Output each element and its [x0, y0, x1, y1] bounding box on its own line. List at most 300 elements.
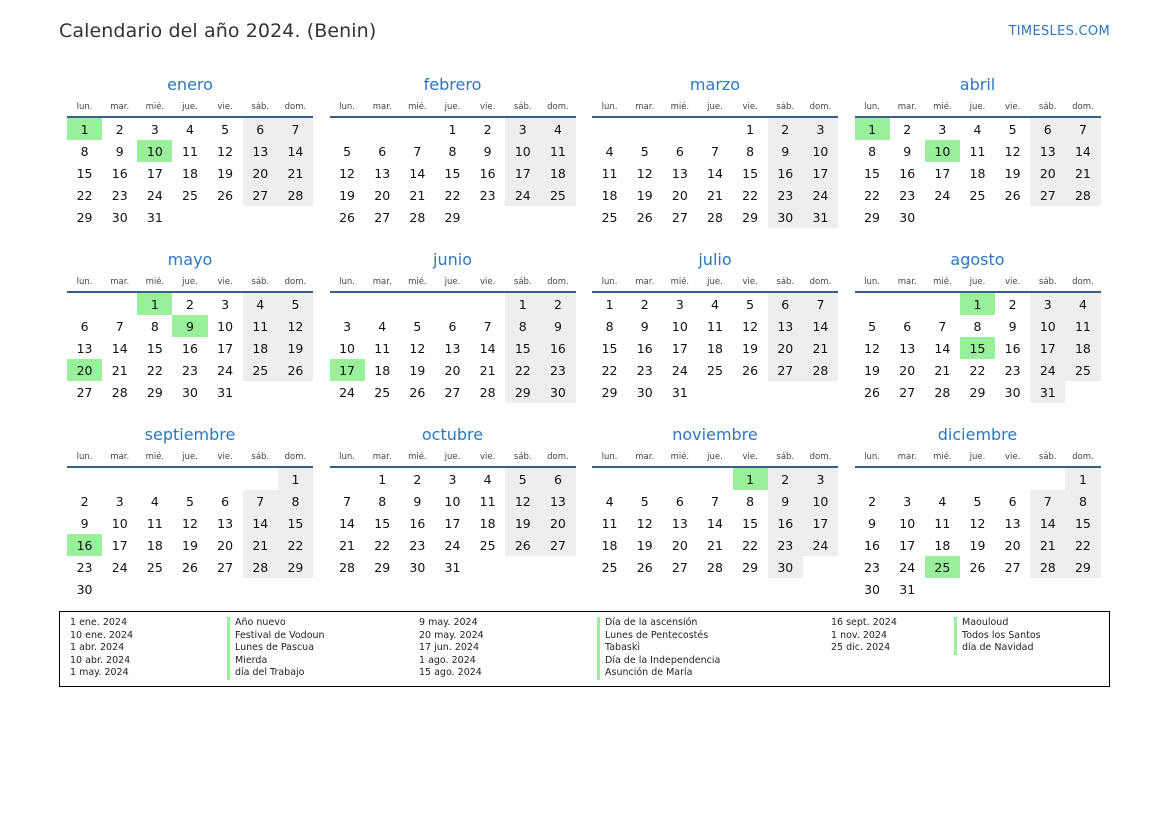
- day-cell: 15: [76, 165, 93, 181]
- day-cell: 20: [899, 362, 916, 378]
- day-cell: 22: [969, 362, 986, 378]
- weekday-header: mar.: [627, 447, 662, 467]
- day-cell: 24: [671, 362, 688, 378]
- day-cell: 21: [409, 187, 426, 203]
- weekday-header: dom.: [1065, 447, 1100, 467]
- day-cell: 3: [150, 121, 159, 137]
- day-cell: 27: [76, 384, 93, 400]
- day-cell: 2: [868, 493, 877, 509]
- day-cell: 9: [115, 143, 124, 159]
- day-cell: 16: [409, 515, 426, 531]
- day-cell: 26: [409, 384, 426, 400]
- day-cell: 20: [243, 162, 278, 184]
- day-cell: 9: [413, 493, 422, 509]
- holiday-name: Lunes de Pascua: [227, 642, 325, 655]
- day-cell: 19: [182, 537, 198, 553]
- empty-cell: [208, 467, 243, 490]
- day-cell: 9: [768, 490, 803, 512]
- weekday-header: mié.: [662, 97, 697, 117]
- day-cell: 25: [601, 559, 618, 575]
- month-table: [592, 272, 838, 403]
- day-cell: 6: [903, 318, 912, 334]
- day-cell: 23: [76, 559, 93, 575]
- empty-cell: [627, 117, 662, 140]
- day-cell: 13: [671, 515, 688, 531]
- weekday-header: vie.: [208, 447, 243, 467]
- day-cell: 27: [671, 209, 688, 225]
- day-cell: 1: [746, 121, 755, 137]
- day-cell: 23: [899, 187, 916, 203]
- holiday-date: 1 may. 2024: [70, 667, 129, 679]
- month-table: [330, 272, 576, 403]
- day-cell: 29: [76, 209, 93, 225]
- holiday-names-col-3: [954, 617, 1041, 655]
- month-febrero: [330, 73, 576, 248]
- day-cell: 22: [374, 537, 391, 553]
- empty-cell: [330, 292, 365, 315]
- empty-cell: [400, 292, 435, 315]
- holiday-dates-col-1: [70, 617, 133, 680]
- day-cell: 4: [605, 493, 614, 509]
- weekday-header: mié.: [137, 272, 172, 292]
- empty-cell: [137, 578, 172, 600]
- day-cell: 4: [186, 121, 194, 137]
- empty-cell: [67, 467, 102, 490]
- day-cell: 15: [505, 337, 540, 359]
- day-cell: 8: [746, 493, 755, 509]
- day-cell: 12: [339, 165, 356, 181]
- day-cell: 8: [605, 318, 614, 334]
- day-cell: 28: [803, 359, 838, 381]
- weekday-header: mar.: [627, 97, 662, 117]
- weekday-header: dom.: [540, 97, 575, 117]
- weekday-header: jue.: [960, 447, 995, 467]
- day-cell: 15: [1065, 512, 1100, 534]
- day-cell: 9: [868, 515, 877, 531]
- empty-cell: [470, 206, 505, 228]
- day-cell: 26: [182, 559, 198, 575]
- day-cell: 8: [1065, 490, 1100, 512]
- weekday-header: mar.: [102, 447, 137, 467]
- day-cell: 29: [742, 559, 759, 575]
- day-cell: 22: [505, 359, 540, 381]
- month-table: [592, 97, 838, 228]
- empty-cell: [172, 467, 207, 490]
- month-septiembre: [67, 423, 313, 598]
- day-cell: 12: [182, 515, 198, 531]
- weekday-header: vie.: [470, 272, 505, 292]
- month-name: octubre: [421, 425, 484, 444]
- month-table: [330, 97, 576, 228]
- day-cell: 20: [540, 512, 575, 534]
- empty-cell: [803, 381, 838, 403]
- day-cell: 30: [409, 559, 426, 575]
- day-cell: 19: [409, 362, 426, 378]
- day-cell: 13: [444, 340, 461, 356]
- day-cell: 17: [671, 340, 688, 356]
- day-cell: 29: [146, 384, 163, 400]
- site-link[interactable]: TIMESLES.COM: [1008, 24, 1110, 39]
- weekday-header: sáb.: [505, 97, 540, 117]
- day-cell: 5: [278, 292, 313, 315]
- holiday-name: Día de la Independencia: [597, 655, 720, 668]
- day-cell: 30: [182, 384, 198, 400]
- day-cell: 25: [182, 187, 198, 203]
- day-cell: 2: [640, 296, 649, 312]
- day-cell: 17: [505, 162, 540, 184]
- day-cell: 17: [444, 515, 461, 531]
- day-cell: 25: [146, 559, 163, 575]
- day-cell: 24: [339, 384, 356, 400]
- weekday-header: jue.: [435, 272, 470, 292]
- day-cell: 11: [243, 315, 278, 337]
- weekday-header: dom.: [278, 272, 313, 292]
- day-cell: 5: [186, 493, 194, 509]
- day-cell: 6: [1008, 493, 1017, 509]
- day-cell: 18: [182, 165, 198, 181]
- day-cell: 22: [1065, 534, 1100, 556]
- holiday-name: Maouloud: [954, 617, 1041, 630]
- day-cell: 23: [864, 559, 881, 575]
- day-cell: 10: [444, 493, 461, 509]
- day-cell: 21: [803, 337, 838, 359]
- day-cell: 26: [969, 559, 986, 575]
- day-cell: 4: [938, 493, 947, 509]
- day-cell: 31: [671, 384, 688, 400]
- weekday-header: vie.: [208, 97, 243, 117]
- weekday-header: dom.: [1065, 272, 1100, 292]
- day-cell: 7: [343, 493, 352, 509]
- holiday-dates-col-3: [831, 617, 897, 655]
- day-cell: 18: [707, 340, 723, 356]
- day-cell: 1: [448, 121, 457, 137]
- day-cell: 27: [444, 384, 461, 400]
- day-cell: 16: [479, 165, 496, 181]
- day-cell: 19: [864, 362, 881, 378]
- day-cell: 25: [1065, 359, 1100, 381]
- day-cell: 28: [243, 556, 278, 578]
- day-cell: 30: [864, 581, 881, 597]
- day-cell: 1: [605, 296, 614, 312]
- weekday-header: jue.: [697, 97, 732, 117]
- empty-cell: [1065, 578, 1100, 600]
- day-cell: 8: [80, 143, 89, 159]
- day-cell: 21: [339, 537, 356, 553]
- day-cell: 16: [899, 165, 916, 181]
- day-cell: 6: [448, 318, 457, 334]
- weekday-header: sáb.: [505, 272, 540, 292]
- day-cell: 14: [1030, 512, 1065, 534]
- day-cell: 21: [1065, 162, 1100, 184]
- day-cell: 24: [444, 537, 461, 553]
- holiday-name: Lunes de Pentecostés: [597, 630, 720, 643]
- day-cell: 30: [1004, 384, 1021, 400]
- day-cell: 9: [540, 315, 575, 337]
- day-cell: 1: [733, 467, 768, 490]
- day-cell: 24: [146, 187, 163, 203]
- day-cell: 19: [278, 337, 313, 359]
- day-cell: 1: [378, 471, 387, 487]
- day-cell: 9: [903, 143, 912, 159]
- day-cell: 4: [150, 493, 159, 509]
- day-cell: 22: [146, 362, 163, 378]
- month-name: mayo: [167, 250, 213, 269]
- weekday-header: mié.: [400, 272, 435, 292]
- day-cell: 18: [374, 362, 391, 378]
- holiday-date: 25 dic. 2024: [831, 642, 891, 654]
- day-cell: 19: [742, 340, 759, 356]
- day-cell: 20: [1004, 537, 1021, 553]
- weekday-header: mar.: [365, 97, 400, 117]
- weekday-header: dom.: [1065, 97, 1100, 117]
- day-cell: 3: [115, 493, 124, 509]
- day-cell: 14: [707, 165, 723, 181]
- day-cell: 17: [111, 537, 128, 553]
- month-name: junio: [433, 250, 472, 269]
- day-cell: 2: [768, 117, 803, 140]
- holiday-date: 1 abr. 2024: [70, 642, 125, 654]
- day-cell: 23: [1004, 362, 1021, 378]
- day-cell: 16: [540, 337, 575, 359]
- day-cell: 3: [903, 493, 912, 509]
- day-cell: 6: [243, 117, 278, 140]
- day-cell: 23: [768, 184, 803, 206]
- weekday-header: lun.: [330, 272, 365, 292]
- day-cell: 27: [768, 359, 803, 381]
- weekday-header: jue.: [435, 97, 470, 117]
- month-diciembre: [855, 423, 1101, 598]
- month-agosto: [855, 248, 1101, 423]
- day-cell: 7: [1065, 117, 1100, 140]
- weekday-header: mar.: [890, 97, 925, 117]
- day-cell: 4: [540, 117, 575, 140]
- day-cell: 29: [1065, 556, 1100, 578]
- day-cell: 3: [448, 471, 457, 487]
- day-cell: 27: [671, 559, 688, 575]
- day-cell: 12: [278, 315, 313, 337]
- day-cell: 18: [540, 162, 575, 184]
- weekday-header: mar.: [365, 272, 400, 292]
- day-cell: 24: [505, 184, 540, 206]
- weekday-header: sáb.: [768, 272, 803, 292]
- day-cell: 29: [864, 209, 881, 225]
- holiday-dates-col-2: [419, 617, 484, 680]
- empty-cell: [995, 206, 1030, 228]
- day-cell: 29: [969, 384, 986, 400]
- day-cell: 4: [711, 296, 719, 312]
- day-cell: 18: [243, 337, 278, 359]
- empty-cell: [925, 467, 960, 490]
- day-cell: 9: [80, 515, 89, 531]
- day-cell: 12: [409, 340, 426, 356]
- day-cell: 31: [146, 209, 163, 225]
- day-cell: 3: [675, 296, 684, 312]
- empty-cell: [960, 206, 995, 228]
- weekday-header: dom.: [803, 97, 838, 117]
- empty-cell: [172, 578, 207, 600]
- empty-cell: [102, 578, 137, 600]
- weekday-header: vie.: [733, 272, 768, 292]
- weekday-header: sáb.: [1030, 97, 1065, 117]
- empty-cell: [803, 556, 838, 578]
- day-cell: 29: [505, 381, 540, 403]
- weekday-header: dom.: [803, 272, 838, 292]
- day-cell: 24: [1030, 359, 1065, 381]
- day-cell: 24: [803, 184, 838, 206]
- day-cell: 3: [1030, 292, 1065, 315]
- day-cell: 2: [80, 493, 89, 509]
- month-junio: [330, 248, 576, 423]
- day-cell: 8: [505, 315, 540, 337]
- day-cell: 3: [221, 296, 230, 312]
- weekday-header: mié.: [400, 447, 435, 467]
- day-cell: 31: [1030, 381, 1065, 403]
- day-cell: 29: [278, 556, 313, 578]
- empty-cell: [102, 467, 137, 490]
- day-cell: 27: [540, 534, 575, 556]
- day-cell: 25: [925, 556, 960, 578]
- day-cell: 22: [601, 362, 618, 378]
- month-octubre: [330, 423, 576, 598]
- day-cell: 14: [339, 515, 356, 531]
- day-cell: 28: [278, 184, 313, 206]
- weekday-header: lun.: [67, 97, 102, 117]
- day-cell: 28: [409, 209, 426, 225]
- month-name: noviembre: [672, 425, 758, 444]
- day-cell: 19: [636, 537, 653, 553]
- month-table: [592, 447, 838, 578]
- day-cell: 22: [444, 187, 461, 203]
- month-name: diciembre: [937, 425, 1018, 444]
- empty-cell: [960, 578, 995, 600]
- day-cell: 10: [505, 140, 540, 162]
- holiday-list: [59, 611, 1110, 687]
- weekday-header: jue.: [960, 97, 995, 117]
- day-cell: 1: [855, 117, 890, 140]
- month-abril: [855, 73, 1101, 248]
- day-cell: 7: [243, 490, 278, 512]
- day-cell: 4: [605, 143, 614, 159]
- weekday-header: lun.: [592, 447, 627, 467]
- weekday-header: lun.: [592, 272, 627, 292]
- holiday-date: 15 ago. 2024: [419, 667, 482, 679]
- day-cell: 14: [243, 512, 278, 534]
- day-cell: 31: [803, 206, 838, 228]
- weekday-header: mié.: [925, 97, 960, 117]
- day-cell: 15: [278, 512, 313, 534]
- day-cell: 11: [601, 165, 618, 181]
- day-cell: 21: [278, 162, 313, 184]
- day-cell: 17: [217, 340, 234, 356]
- empty-cell: [768, 381, 803, 403]
- empty-cell: [627, 467, 662, 490]
- empty-cell: [505, 206, 540, 228]
- weekday-header: mié.: [662, 272, 697, 292]
- weekday-header: mié.: [137, 447, 172, 467]
- holiday-name: Mierda: [227, 655, 325, 668]
- holiday-name: Día de la ascensión: [597, 617, 720, 630]
- weekday-header: dom.: [540, 447, 575, 467]
- weekday-header: vie.: [995, 97, 1030, 117]
- holiday-date: 10 abr. 2024: [70, 654, 131, 666]
- day-cell: 6: [1030, 117, 1065, 140]
- day-cell: 4: [1065, 292, 1100, 315]
- weekday-header: jue.: [697, 272, 732, 292]
- day-cell: 14: [803, 315, 838, 337]
- day-cell: 10: [111, 515, 128, 531]
- day-cell: 14: [479, 340, 496, 356]
- day-cell: 1: [278, 467, 313, 490]
- day-cell: 15: [601, 340, 618, 356]
- weekday-header: dom.: [278, 447, 313, 467]
- month-table: [855, 447, 1101, 600]
- day-cell: 11: [182, 143, 198, 159]
- day-cell: 16: [1004, 340, 1021, 356]
- day-cell: 20: [768, 337, 803, 359]
- month-table: [67, 272, 313, 403]
- day-cell: 4: [378, 318, 387, 334]
- weekday-header: vie.: [208, 272, 243, 292]
- empty-cell: [470, 292, 505, 315]
- day-cell: 26: [339, 209, 356, 225]
- day-cell: 2: [186, 296, 194, 312]
- day-cell: 16: [111, 165, 128, 181]
- day-cell: 9: [1008, 318, 1017, 334]
- empty-cell: [995, 578, 1030, 600]
- day-cell: 10: [925, 140, 960, 162]
- holiday-date: 20 may. 2024: [419, 629, 484, 641]
- day-cell: 3: [938, 121, 947, 137]
- holiday-names-col-2: [597, 617, 720, 680]
- month-name: julio: [698, 250, 732, 269]
- day-cell: 7: [115, 318, 124, 334]
- day-cell: 30: [899, 209, 916, 225]
- day-cell: 5: [505, 467, 540, 490]
- day-cell: 19: [636, 187, 653, 203]
- day-cell: 6: [768, 292, 803, 315]
- day-cell: 26: [505, 534, 540, 556]
- empty-cell: [243, 206, 278, 228]
- weekday-header: mar.: [627, 272, 662, 292]
- day-cell: 22: [278, 534, 313, 556]
- empty-cell: [855, 292, 890, 315]
- month-marzo: [592, 73, 838, 248]
- day-cell: 4: [483, 471, 492, 487]
- day-cell: 4: [973, 121, 982, 137]
- weekday-header: mar.: [890, 447, 925, 467]
- day-cell: 15: [374, 515, 391, 531]
- day-cell: 27: [217, 559, 234, 575]
- weekday-header: jue.: [960, 272, 995, 292]
- day-cell: 5: [413, 318, 422, 334]
- day-cell: 12: [742, 318, 759, 334]
- month-noviembre: [592, 423, 838, 598]
- day-cell: 17: [803, 512, 838, 534]
- holiday-name: Todos los Santos: [954, 630, 1041, 643]
- day-cell: 13: [243, 140, 278, 162]
- empty-cell: [137, 467, 172, 490]
- month-mayo: [67, 248, 313, 423]
- day-cell: 31: [217, 384, 234, 400]
- day-cell: 8: [448, 143, 457, 159]
- month-table: [67, 97, 313, 228]
- holiday-name: Año nuevo: [227, 617, 325, 630]
- day-cell: 14: [934, 340, 951, 356]
- day-cell: 11: [969, 143, 986, 159]
- month-name: febrero: [423, 75, 482, 94]
- holiday-date: 1 nov. 2024: [831, 629, 887, 641]
- day-cell: 14: [409, 165, 426, 181]
